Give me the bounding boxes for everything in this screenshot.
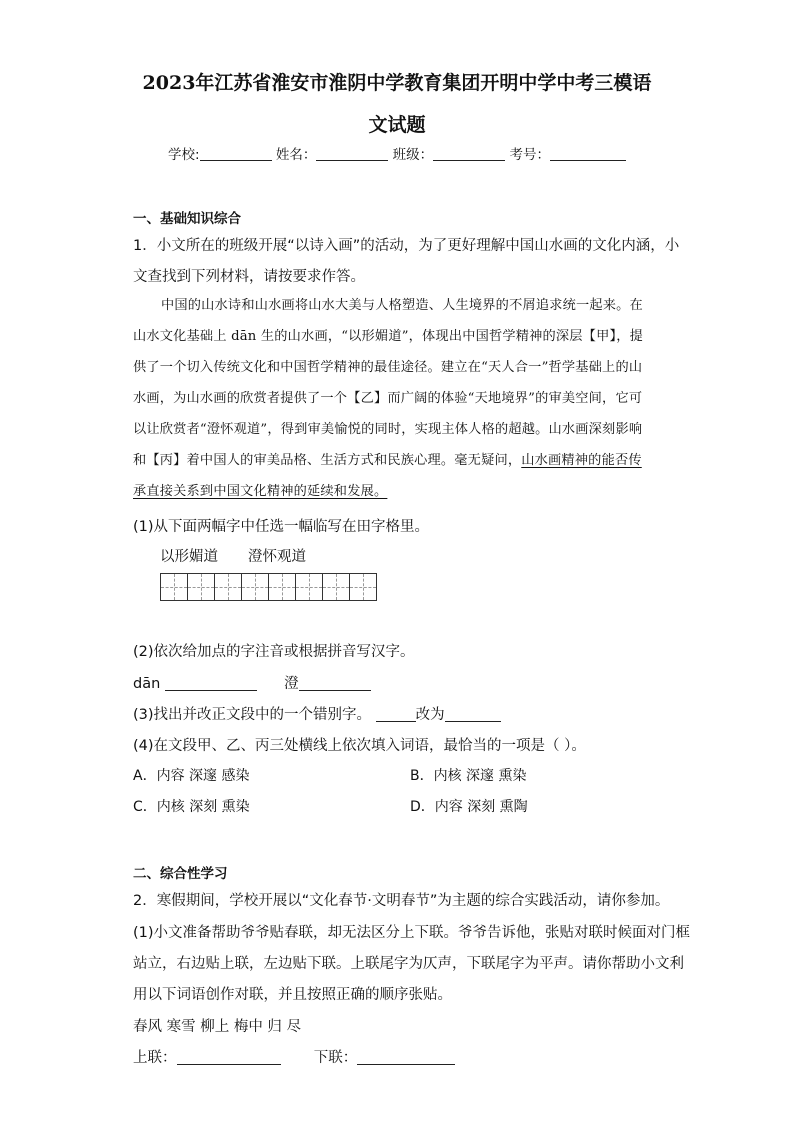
- change-to-label: 改为: [415, 707, 445, 723]
- wrong-char-blank[interactable]: [376, 707, 416, 722]
- passage-line: 水画，为山水画的欣赏者提供了一个【乙】而广阔的体验“天地境界”的审美空间，它可: [133, 391, 643, 406]
- section2-heading: 二、综合性学习: [133, 866, 228, 882]
- class-blank[interactable]: [433, 146, 505, 161]
- grid-cell[interactable]: [323, 574, 350, 601]
- lower-couplet-blank[interactable]: [357, 1050, 455, 1065]
- option-c[interactable]: C．内核 深刻 熏染: [133, 799, 250, 815]
- doc-title-line2: 文试题: [368, 114, 426, 136]
- pinyin-label: dān: [133, 676, 161, 692]
- sub-question-4: (4)在文段甲、乙、丙三处横线上依次填入词语，最恰当的一项是（ ）。: [133, 738, 586, 754]
- sub-question-3: [133, 703, 501, 724]
- grid-cell[interactable]: [269, 574, 296, 601]
- q1-text-line1: 1．小文所在的班级开展“以诗入画”的活动，为了更好理解中国山水画的文化内涵，小: [133, 238, 680, 254]
- sub-question-2: (2)依次给加点的字注音或根据拼音写汉字。: [133, 644, 415, 660]
- exam-no-label: 考号：: [509, 147, 550, 163]
- option-d[interactable]: D．内容 深刻 熏陶: [410, 799, 528, 815]
- lower-couplet-label: 下联：: [313, 1050, 358, 1066]
- q2-sub1-line1: (1)小文准备帮助爷爷贴春联，却无法区分上下联。爷爷告诉他，张贴对联时候面对门框: [133, 925, 691, 941]
- school-blank[interactable]: [200, 146, 272, 161]
- passage-line: 山水文化基础上 dān 生的山水画，“以形媚道”，体现出中国哲学精神的深层【甲】，提: [133, 329, 644, 344]
- char-blank[interactable]: [299, 676, 371, 691]
- pinyin-blank[interactable]: [165, 676, 257, 691]
- student-info-row: [0, 143, 794, 163]
- copy-word-a: 以形媚道: [160, 549, 218, 565]
- passage: [133, 290, 660, 507]
- sub-question-3-text: (3)找出并改正文段中的一个错别字。: [133, 707, 372, 723]
- q2-sub1-line3: 用以下词语创作对联，并且按照正确的顺序张贴。: [133, 987, 452, 1003]
- sub-question-1: (1)从下面两幅字中任选一幅临写在田字格里。: [133, 519, 430, 535]
- doc-title-line1: 2023年江苏省淮安市淮阴中学教育集团开明中学中考三模语: [142, 72, 652, 94]
- class-label: 班级：: [392, 147, 434, 163]
- tianzige-grid: [160, 573, 377, 601]
- q2-sub1-line2: 站立，右边贴上联，左边贴下联。上联尾字为仄声，下联尾字为平声。请你帮助小文利: [133, 956, 684, 972]
- grid-cell[interactable]: [242, 574, 269, 601]
- upper-couplet-label: 上联：: [133, 1050, 177, 1066]
- passage-line: 供了一个切入传统文化和中国哲学精神的最佳途径。建立在“天人合一”哲学基础上的山: [133, 360, 643, 375]
- grid-cell[interactable]: [296, 574, 323, 601]
- pinyin-answer-row: [133, 672, 371, 693]
- option-b[interactable]: B．内核 深邃 熏染: [410, 768, 527, 784]
- grid-cell[interactable]: [188, 574, 215, 601]
- upper-couplet-blank[interactable]: [177, 1050, 281, 1065]
- couplet-answer-row: [133, 1046, 455, 1067]
- couplet-words: 春风 寒雪 柳上 梅中 归 尽: [133, 1019, 302, 1035]
- name-blank[interactable]: [316, 146, 388, 161]
- underlined-sentence: 承直接关系到中国文化精神的延续和发展。: [133, 484, 388, 499]
- section1-heading: 一、基础知识综合: [133, 211, 241, 227]
- exam-no-blank[interactable]: [550, 146, 626, 161]
- underlined-sentence: 山水画精神的能否传: [521, 453, 642, 468]
- passage-line: 和【丙】着中国人的审美品格、生活方式和民族心理。毫无疑问，: [133, 453, 522, 468]
- grid-cell[interactable]: [161, 574, 188, 601]
- passage-line: 中国的山水诗和山水画将山水大美与人格塑造、人生境界的不屑追求统一起来。在: [161, 298, 643, 313]
- grid-cell[interactable]: [350, 574, 377, 601]
- q2-text: 2．寒假期间，学校开展以“文化春节·文明春节”为主题的综合实践活动，请你参加。: [133, 893, 670, 909]
- copy-word-b: 澄怀观道: [248, 549, 306, 565]
- grid-cell[interactable]: [215, 574, 242, 601]
- char-label: 澄: [284, 676, 299, 692]
- correct-char-blank[interactable]: [445, 707, 501, 722]
- school-label: 学校:: [168, 147, 200, 163]
- option-a[interactable]: A．内容 深邃 感染: [133, 768, 250, 784]
- q1-text-line2: 文查找到下列材料，请按要求作答。: [133, 269, 365, 285]
- passage-line: 以让欣赏者“澄怀观道”，得到审美愉悦的同时，实现主体人格的超越。山水画深刻影响: [133, 422, 643, 437]
- name-label: 姓名：: [275, 147, 317, 163]
